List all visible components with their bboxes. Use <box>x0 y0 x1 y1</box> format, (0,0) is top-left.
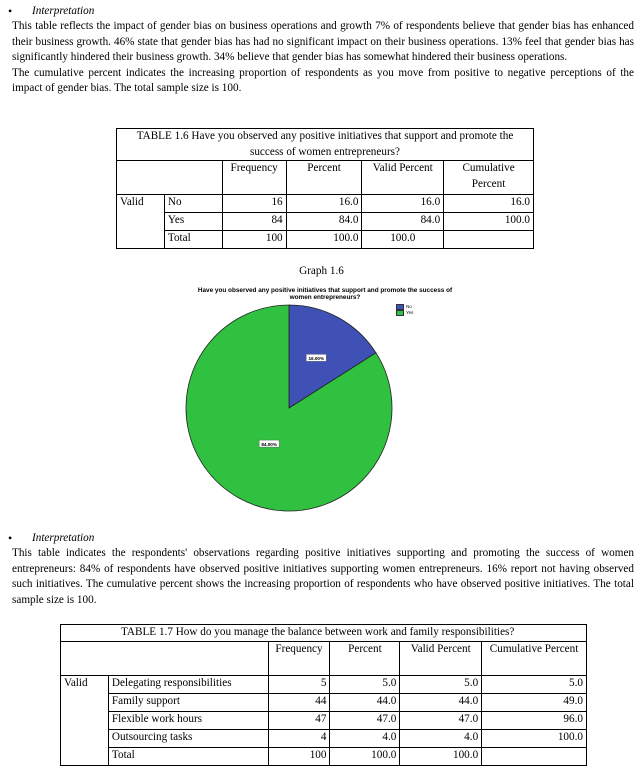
row-label: Delegating responsibilities <box>108 675 268 693</box>
table-row <box>117 195 534 213</box>
row-label: Flexible work hours <box>108 711 268 729</box>
group-label: Valid <box>117 195 165 249</box>
col-header-frequency: Frequency <box>268 641 330 675</box>
table-row <box>61 711 587 729</box>
pie-chart <box>180 300 400 520</box>
cell-frequency: 44 <box>268 693 330 711</box>
interpretation-heading-2 <box>8 531 94 547</box>
cell-valid-percent: 100.0 <box>400 747 482 765</box>
cell-percent: 100.0 <box>286 231 362 249</box>
cell-percent: 4.0 <box>330 729 400 747</box>
interpretation-paragraph-2 <box>12 546 634 608</box>
cell-valid-percent: 5.0 <box>400 675 482 693</box>
cell-cumulative <box>444 231 534 249</box>
row-label: Family support <box>108 693 268 711</box>
cell-percent: 84.0 <box>286 213 362 231</box>
cell-valid-percent: 100.0 <box>362 231 444 249</box>
table-row <box>117 213 534 231</box>
cell-percent: 44.0 <box>330 693 400 711</box>
row-label: No <box>164 195 222 213</box>
cell-cumulative: 16.0 <box>444 195 534 213</box>
table-row <box>61 693 587 711</box>
cell-cumulative: 5.0 <box>482 675 587 693</box>
cell-cumulative: 100.0 <box>482 729 587 747</box>
row-label: Total <box>108 747 268 765</box>
group-label: Valid <box>61 675 109 765</box>
cell-valid-percent: 47.0 <box>400 711 482 729</box>
table-row <box>61 747 587 765</box>
heading-text: Interpretation <box>32 532 95 544</box>
cell-cumulative: 49.0 <box>482 693 587 711</box>
table-caption: TABLE 1.6 Have you observed any positive initiatives that support and promote the success of women entrepreneurs? <box>117 129 534 161</box>
header-blank <box>61 641 269 675</box>
col-header-valid-percent: Valid Percent <box>400 641 482 675</box>
cell-percent: 5.0 <box>330 675 400 693</box>
col-header-frequency: Frequency <box>222 161 286 195</box>
col-header-cumulative-percent: Cumulative Percent <box>482 641 587 675</box>
paragraph-1b: The cumulative percent indicates the increasing proportion of respondents as you move from positive to negative perceptions of the impact of gender bias. The total sample size is 100. <box>12 66 634 94</box>
bullet: • <box>8 4 13 18</box>
row-label: Yes <box>164 213 222 231</box>
graph-caption: Graph 1.6 <box>299 265 344 277</box>
interpretation-heading-1 <box>8 4 94 20</box>
cell-valid-percent: 84.0 <box>362 213 444 231</box>
chart-title: Have you observed any positive initiatives that support and promote the success of women entrepreneurs? <box>197 287 453 301</box>
cell-frequency: 84 <box>222 213 286 231</box>
cell-frequency: 16 <box>222 195 286 213</box>
paragraph-2: This table indicates the respondents' observations regarding positive initiatives supporting and promoting the success of women entrepreneurs: 84% of respondents have observed positive initiatives supporting women entrepreneurs. 16% report not having observed such initiatives. The cumulative percent shows the increasing proportion of respondents who have observed positive initiatives. The total sample size is 100. <box>12 547 634 606</box>
table-row <box>117 231 534 249</box>
cell-valid-percent: 4.0 <box>400 729 482 747</box>
header-blank <box>117 161 223 195</box>
table-caption: TABLE 1.7 How do you manage the balance between work and family responsibilities? <box>61 625 587 642</box>
pie-label-no <box>306 354 326 361</box>
legend-label-no: No <box>406 304 412 310</box>
cell-cumulative <box>482 747 587 765</box>
cell-frequency: 100 <box>222 231 286 249</box>
cell-frequency: 5 <box>268 675 330 693</box>
pie-label-text: 84.00% <box>261 441 277 447</box>
cell-percent: 47.0 <box>330 711 400 729</box>
table-1-6 <box>116 128 534 249</box>
legend-label-yes: Yes <box>406 310 414 316</box>
table-row <box>61 729 587 747</box>
bullet: • <box>8 531 13 545</box>
cell-percent: 16.0 <box>286 195 362 213</box>
col-header-cumulative-percent: Cumulative Percent <box>444 161 534 195</box>
col-header-valid-percent: Valid Percent <box>362 161 444 195</box>
col-header-percent: Percent <box>330 641 400 675</box>
cell-valid-percent: 16.0 <box>362 195 444 213</box>
pie-label-text: 16.00% <box>308 356 325 362</box>
cell-cumulative: 96.0 <box>482 711 587 729</box>
col-header-percent: Percent <box>286 161 362 195</box>
heading-text: Interpretation <box>32 5 95 17</box>
cell-cumulative: 100.0 <box>444 213 534 231</box>
cell-frequency: 100 <box>268 747 330 765</box>
cell-frequency: 47 <box>268 711 330 729</box>
row-label: Total <box>164 231 222 249</box>
table-1-7 <box>60 624 587 766</box>
cell-percent: 100.0 <box>330 747 400 765</box>
table-row <box>61 675 587 693</box>
paragraph-1a: This table reflects the impact of gender bias on business operations and growth 7% of respondents believe that gender bias has enhanced their business growth. 46% state that gender bias has had no significant impact on their business operations. 13% feel that gender bias has significantly hindered their business growth. 34% believe that gender bias has somewhat hindered their business operations. <box>12 20 634 63</box>
cell-frequency: 4 <box>268 729 330 747</box>
interpretation-paragraph-1 <box>12 19 634 97</box>
pie-label-yes <box>259 440 279 447</box>
row-label: Outsourcing tasks <box>108 729 268 747</box>
cell-valid-percent: 44.0 <box>400 693 482 711</box>
